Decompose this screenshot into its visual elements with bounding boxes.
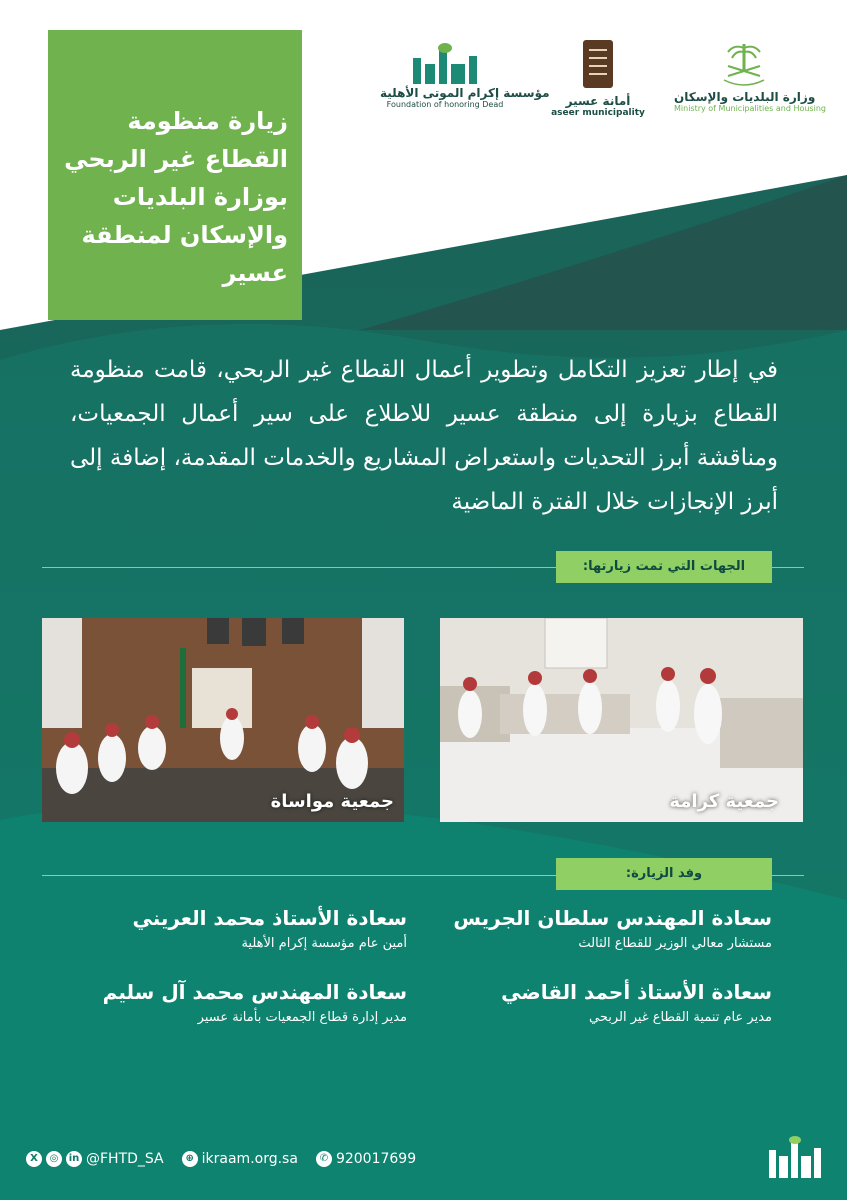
photo-karama-caption: جمعية كرامة [669, 791, 779, 812]
member-name: سعادة الأستاذ محمد العريني [132, 906, 407, 930]
photo-mowasah [42, 618, 404, 822]
phone-contact [316, 1151, 416, 1167]
ministry-name-en: Ministry of Municipalities and Housing [674, 104, 826, 113]
phone-icon: ✆ [316, 1151, 332, 1167]
logos-row [380, 40, 826, 140]
palm-swords-icon [716, 40, 772, 90]
delegation-label: وفد الزيارة: [556, 858, 772, 890]
title-box [48, 30, 302, 320]
member-card [453, 906, 772, 951]
aseer-name-ar: أمانة عسير [565, 94, 631, 108]
intro-paragraph: في إطار تعزيز التكامل وتطوير أعمال القطاع غير الربحي، قامت منظومة القطاع بزيارة إلى منطقة عسير للاطلاع على سير أعمال الجمعيات، ومناقشة أبرز التحديات واستعراض المشاريع والخدمات المقدمة، إضافة إلى أبرز الإنجازات خلال الفترة الماضية [70, 357, 778, 515]
globe-icon: ⊕ [182, 1151, 198, 1167]
ikraam-name-en: Foundation of honoring Dead [386, 100, 504, 109]
social-handle[interactable]: @FHTD_SA [86, 1151, 164, 1167]
member-name: سعادة الأستاذ أحمد القاضي [501, 980, 772, 1004]
ikraam-brand-mark-icon [765, 1134, 825, 1182]
ikraam-name-ar: مؤسسة إكرام الموتى الأهلية [380, 86, 550, 100]
aseer-name-en: aseer municipality [551, 108, 645, 118]
member-role: أمين عام مؤسسة إكرام الأهلية [241, 936, 407, 951]
photo-karama [440, 618, 803, 822]
member-card [501, 980, 772, 1025]
ministry-name-ar: وزارة البلديات والإسكان [674, 90, 816, 104]
website-link [182, 1151, 298, 1167]
linkedin-icon[interactable]: in [66, 1151, 82, 1167]
photo-mowasah-caption: جمعية مواساة [270, 791, 394, 812]
website-text[interactable]: ikraam.org.sa [201, 1151, 298, 1167]
member-role: مدير إدارة قطاع الجمعيات بأمانة عسير [197, 1010, 407, 1025]
instagram-icon[interactable]: ◎ [46, 1151, 62, 1167]
aseer-emblem-icon [583, 40, 613, 88]
member-name: سعادة المهندس سلطان الجريس [453, 906, 772, 930]
ministry-logo [674, 40, 826, 113]
footer [26, 1147, 434, 1171]
member-role: مدير عام تنمية القطاع غير الربحي [589, 1010, 772, 1025]
x-icon[interactable]: X [26, 1151, 42, 1167]
visited-label: الجهات التي تمت زيارتها: [556, 551, 772, 583]
page-title: زيارة منظومة القطاع غير الربحي بوزارة البلديات والإسكان لمنطقة عسير [64, 107, 288, 287]
member-card [103, 980, 407, 1025]
aseer-logo [548, 40, 648, 118]
ikraam-logo [380, 40, 550, 109]
member-role: مستشار معالي الوزير للقطاع الثالث [578, 936, 772, 951]
phone-text[interactable]: 920017699 [335, 1151, 417, 1167]
member-card [132, 906, 407, 951]
ikraam-mark-icon [405, 40, 485, 86]
member-name: سعادة المهندس محمد آل سليم [102, 980, 407, 1004]
social-links [26, 1151, 164, 1167]
